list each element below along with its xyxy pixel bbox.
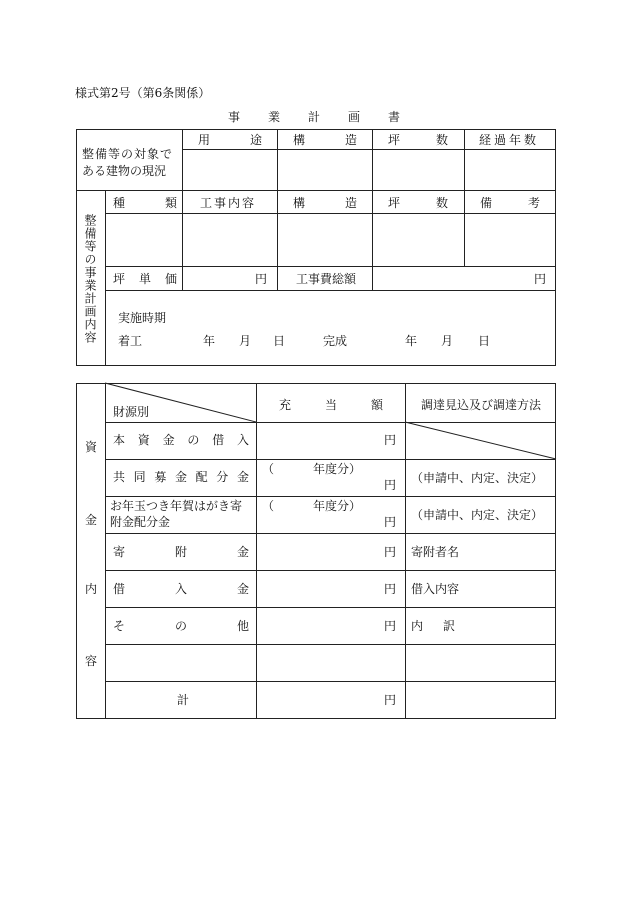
row-total-label: 計 — [177, 693, 190, 707]
row-donation-yen: 円 — [384, 545, 397, 559]
header-plan-floor-area: 坪 数 — [388, 196, 448, 210]
row-other-label: そ の 他 — [113, 619, 249, 633]
row-community-chest-fiscal: 年度分） — [313, 462, 362, 476]
side-label-char-2: 金 — [85, 513, 98, 527]
row-borrowing-yen: 円 — [384, 582, 397, 596]
row-community-chest-method: （申請中、内定、決定） — [411, 471, 544, 485]
header-remarks: 備 考 — [480, 196, 540, 210]
header-work-content: 工事内容 — [200, 196, 257, 210]
complete-year: 年 — [405, 334, 418, 348]
unit-price-label: 坪 単 価 — [113, 272, 177, 286]
row-new-year-card-yen: 円 — [384, 515, 397, 529]
row-total-yen: 円 — [384, 693, 397, 707]
amount-header: 充 当 額 — [279, 398, 383, 412]
start-label: 着工 — [118, 334, 143, 348]
complete-label: 完成 — [323, 334, 348, 348]
header-use: 用 途 — [198, 133, 262, 147]
unit-price-yen: 円 — [255, 272, 268, 286]
start-year: 年 — [203, 334, 216, 348]
row-other-yen: 円 — [384, 619, 397, 633]
row-donation-label: 寄 附 金 — [113, 545, 249, 559]
row-new-year-card-label-line2: 附金配分金 — [110, 515, 171, 529]
row-new-year-card-fiscal: 年度分） — [313, 499, 362, 513]
total-cost-yen: 円 — [534, 272, 547, 286]
current-building-label-line1: 整備等の対象で — [82, 147, 174, 161]
complete-day: 日 — [478, 334, 491, 348]
header-floor-area: 坪 数 — [388, 133, 448, 147]
document-title: 事 業 計 画 書 — [228, 110, 400, 124]
header-years-elapsed: 経過年数 — [479, 133, 540, 147]
row-donation-method: 寄附者名 — [411, 545, 460, 559]
row-community-chest-yen: 円 — [384, 478, 397, 492]
row-loan-yen: 円 — [384, 433, 397, 447]
row-borrowing-method: 借入内容 — [411, 582, 460, 596]
row-new-year-card-method: （申請中、内定、決定） — [411, 508, 544, 522]
row-loan-label: 本 資 金 の 借 入 — [113, 433, 249, 447]
row-community-chest-paren: （ — [262, 462, 275, 476]
complete-month: 月 — [441, 334, 454, 348]
header-plan-structure: 構 造 — [293, 196, 357, 210]
header-type: 種 類 — [113, 196, 177, 210]
procurement-header: 調達見込及び調達方法 — [421, 398, 542, 412]
plan-content-label: 整備等の事業計画内容 — [83, 214, 97, 344]
source-header: 財源別 — [113, 405, 150, 419]
side-label-char-4: 容 — [85, 654, 98, 668]
total-cost-label: 工事費総額 — [296, 272, 357, 286]
side-label-char-1: 資 — [85, 440, 98, 454]
header-structure: 構 造 — [293, 133, 357, 147]
row-borrowing-label: 借 入 金 — [113, 582, 249, 596]
row-other-method: 内 訳 — [411, 619, 455, 633]
row-new-year-card-label-line1: お年玉つき年賀はがき寄 — [110, 499, 243, 513]
row-new-year-card-paren: （ — [262, 499, 275, 513]
current-building-label-line2: ある建物の現況 — [82, 164, 167, 178]
row-community-chest-label: 共 同 募 金 配 分 金 — [113, 470, 249, 484]
side-label-char-3: 内 — [85, 582, 98, 596]
start-month: 月 — [239, 334, 252, 348]
form-number: 様式第2号（第6条関係） — [75, 86, 211, 100]
start-day: 日 — [273, 334, 286, 348]
implementation-period-label: 実施時期 — [118, 311, 167, 325]
